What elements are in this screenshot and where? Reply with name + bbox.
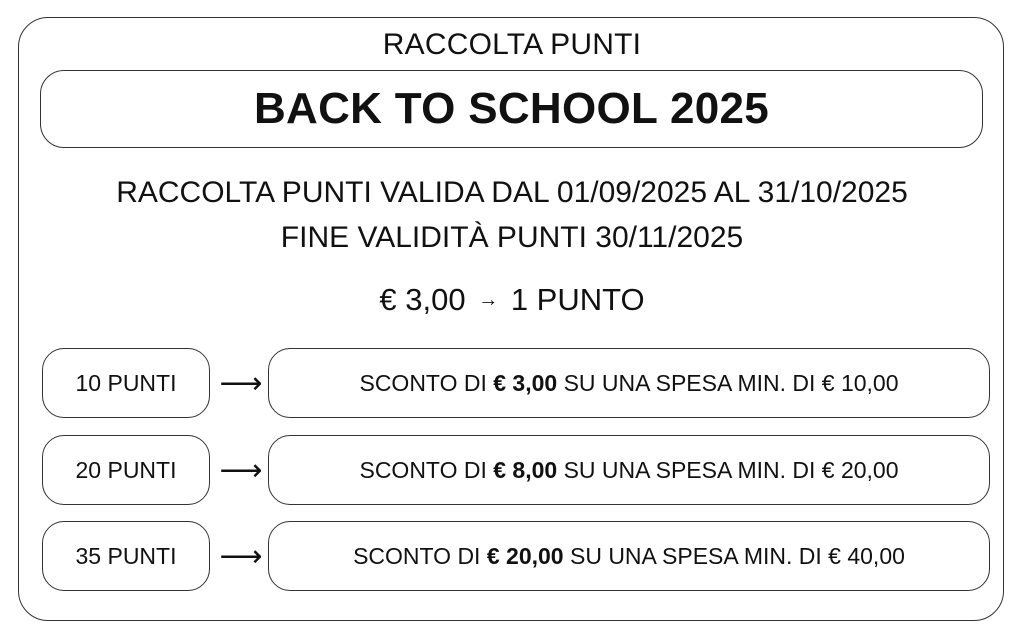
reward-prefix: SCONTO DI [353, 542, 481, 569]
page-title: BACK TO SCHOOL 2025 [253, 84, 770, 133]
tier-points-pill: 35 PUNTI [42, 521, 210, 591]
reward-prefix: SCONTO DI [359, 369, 487, 396]
tier-reward-box [268, 435, 990, 505]
reward-discount: € 3,00 [493, 369, 558, 396]
long-arrow-right-icon: ⟶ [219, 366, 263, 400]
tier-points-pill: 20 PUNTI [42, 435, 210, 505]
validity-block [0, 170, 1024, 260]
reward-suffix: SU UNA SPESA MIN. DI € 10,00 [563, 369, 899, 396]
tier-row [42, 521, 992, 591]
arrow-right-icon: → [478, 289, 499, 311]
validity-line-dates: RACCOLTA PUNTI VALIDA DAL 01/09/2025 AL 31/10/2025 [116, 176, 908, 209]
title-box [40, 70, 983, 148]
reward-suffix: SU UNA SPESA MIN. DI € 40,00 [569, 542, 905, 569]
reward-discount: € 20,00 [486, 542, 564, 569]
tier-points-pill: 10 PUNTI [42, 348, 210, 418]
tier-row [42, 348, 992, 418]
reward-prefix: SCONTO DI [359, 456, 487, 483]
eyebrow-heading: RACCOLTA PUNTI [382, 28, 642, 61]
reward-discount: € 8,00 [493, 456, 558, 483]
long-arrow-right-icon: ⟶ [219, 453, 263, 487]
long-arrow-right-icon: ⟶ [219, 539, 263, 573]
rate-points: 1 PUNTO [510, 282, 645, 317]
reward-suffix: SU UNA SPESA MIN. DI € 20,00 [563, 456, 899, 483]
points-rate [0, 280, 1024, 320]
tier-row [42, 435, 992, 505]
tier-reward-box [268, 521, 990, 591]
rate-amount: € 3,00 [379, 282, 466, 317]
validity-line-expiry: FINE VALIDITÀ PUNTI 30/11/2025 [280, 221, 744, 254]
tier-reward-box [268, 348, 990, 418]
